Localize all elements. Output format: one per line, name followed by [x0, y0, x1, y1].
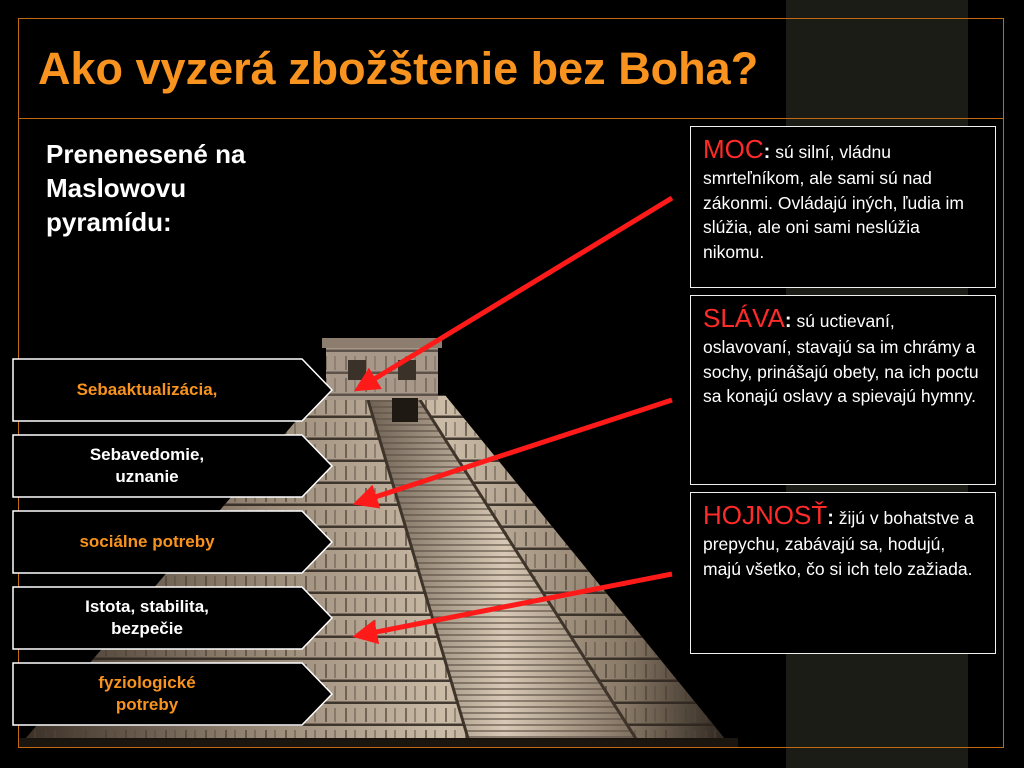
info-box-text: sú silní, vládnu smrteľníkom, ale sami sú nad zákonmi. Ovládajú iných, ľudia im slúžia, ale oni sami neslúžia nikomu.: [703, 142, 964, 262]
maslow-level-label: Sebavedomie, uznanie: [89, 444, 205, 486]
arrow-hojnost-icon: [366, 574, 672, 634]
maslow-level-label: Istota, stabilita, bezpečie: [85, 596, 209, 638]
maslow-level-label: Sebaaktualizácia,: [76, 379, 218, 399]
info-box-colon: :: [827, 507, 834, 529]
info-box-text: sú uctievaní, oslavovaní, stavajú sa im chrámy a sochy, prinášajú obety, na ich poctu sa konajú oslavy a spievajú hymny.: [703, 311, 979, 406]
info-box-heading: HOJNOSŤ: [703, 500, 828, 530]
arrow-moc-icon: [366, 198, 672, 384]
arrow-slava-icon: [366, 400, 672, 500]
slide-subtitle: Prenenesené na Maslowovu pyramídu:: [46, 139, 246, 237]
maslow-level-label: fyziologické potreby: [98, 672, 196, 714]
slide-title: Ako vyzerá zbožštenie bez Boha?: [38, 43, 759, 94]
info-box-colon: :: [784, 310, 792, 332]
maslow-level-label: sociálne potreby: [79, 531, 215, 551]
info-box-heading: SLÁVA: [703, 303, 785, 333]
info-box-text: žijú v bohatstve a prepychu, zabávajú sa, hodujú, majú všetko, čo si ich telo zažiada.: [703, 508, 974, 579]
info-box-colon: :: [763, 141, 771, 163]
info-box-heading: MOC: [703, 134, 764, 164]
